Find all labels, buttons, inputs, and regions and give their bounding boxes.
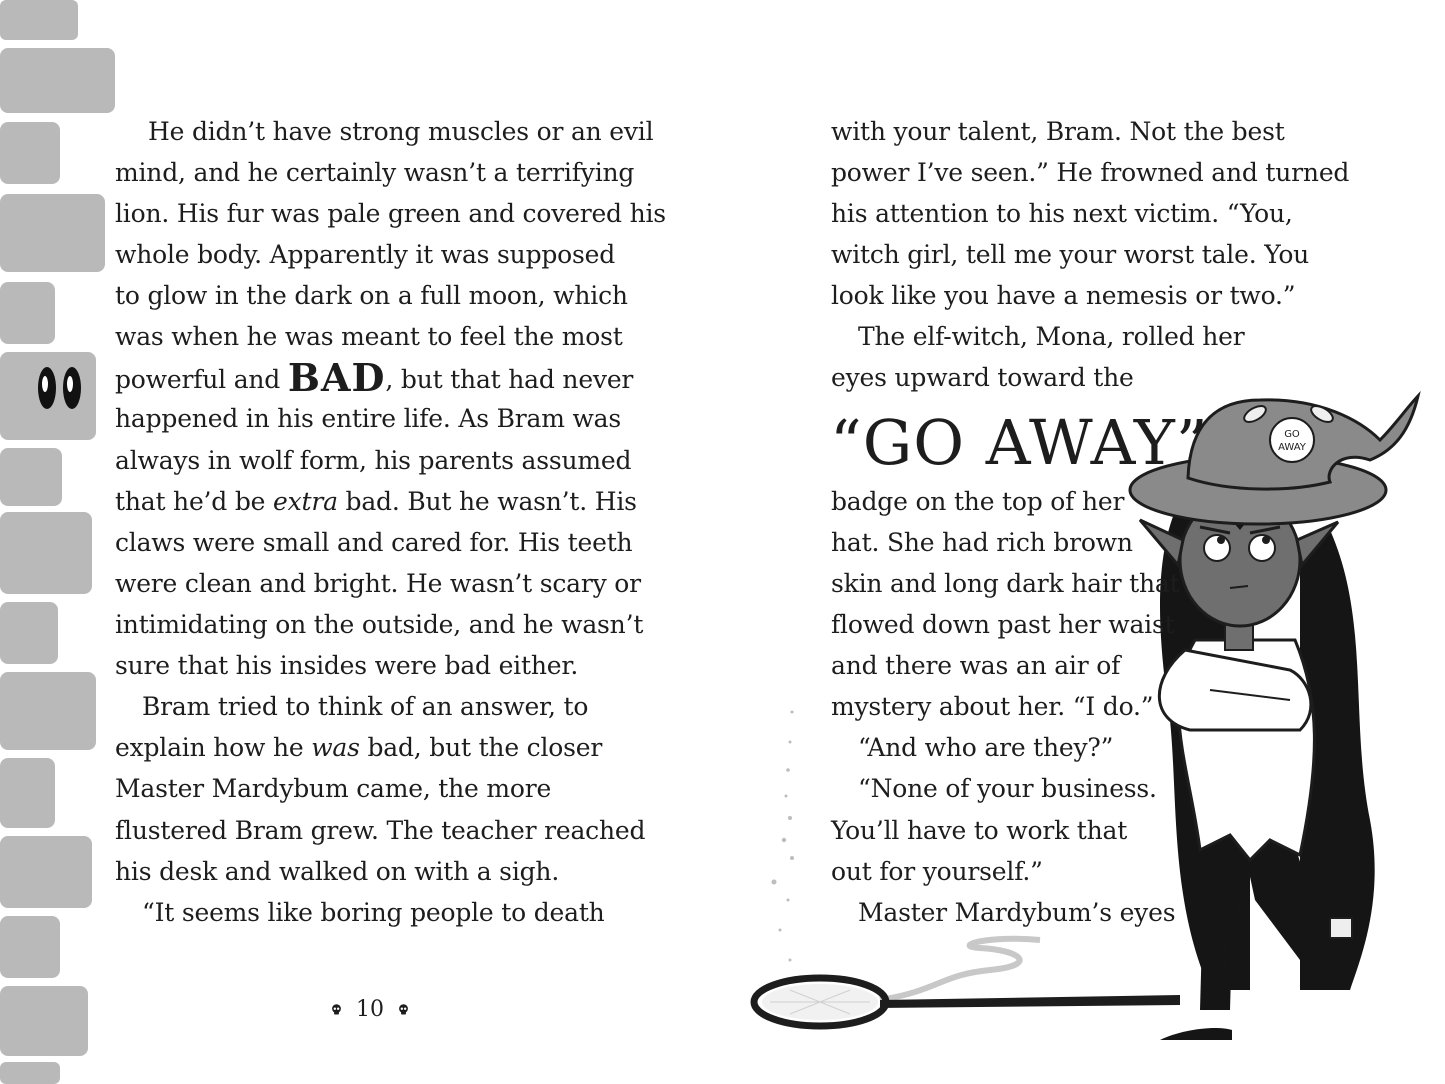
left-line-5: to glow in the dark on a full moon, which: [115, 281, 628, 310]
right-line-3: his attention to his next victim. “You,: [831, 199, 1293, 228]
left-line-3: lion. His fur was pale green and covered his: [115, 199, 666, 228]
bad-display-word: BAD: [287, 355, 386, 400]
right-line-11: flowed down past her waist: [831, 610, 1175, 639]
right-line-4: witch girl, tell me your worst tale. You: [831, 240, 1310, 269]
right-line-9: hat. She had rich brown: [831, 528, 1133, 557]
right-line-17: out for yourself.”: [831, 857, 1043, 886]
badge-text-go: GO: [1284, 429, 1300, 440]
left-line-16: [115, 727, 602, 768]
left-line-8: happened in his entire life. As Bram was: [115, 404, 621, 433]
right-line-2: power I’ve seen.” He frowned and turned: [831, 158, 1350, 187]
right-line-18: Master Mardybum’s eyes: [858, 898, 1176, 927]
left-line-10-head: that he’d be: [115, 487, 273, 516]
go-away-badge: [1270, 418, 1314, 462]
right-line-7: eyes upward toward the: [831, 363, 1134, 392]
skull-icon: [398, 1004, 409, 1015]
right-line-12: and there was an air of: [831, 651, 1121, 680]
left-line-6: was when he was meant to feel the most: [115, 322, 623, 351]
left-line-16-tail: bad, but the closer: [359, 733, 603, 762]
was-italic-word: was: [311, 733, 360, 762]
skull-icon: [331, 1004, 342, 1015]
left-line-20: “It seems like boring people to death: [142, 898, 605, 927]
left-line-10: [115, 481, 637, 522]
left-line-2: mind, and he certainly wasn’t a terrifying: [115, 158, 635, 187]
left-line-7: [115, 357, 633, 400]
sparkle-dots: [772, 711, 795, 962]
page-number-footer: [330, 994, 410, 1024]
left-line-10-tail: bad. But he wasn’t. His: [337, 487, 637, 516]
left-line-4: whole body. Apparently it was supposed: [115, 240, 616, 269]
right-line-1: with your talent, Bram. Not the best: [831, 117, 1285, 146]
left-line-19: his desk and walked on with a sigh.: [115, 857, 560, 886]
left-line-17: Master Mardybum came, the more: [115, 774, 552, 803]
right-line-15: “None of your business.: [858, 774, 1157, 803]
left-line-13: intimidating on the outside, and he wasn’t: [115, 610, 644, 639]
right-line-6: The elf-witch, Mona, rolled her: [858, 322, 1245, 351]
left-line-7-head: powerful and: [115, 365, 288, 394]
right-line-14: “And who are they?”: [858, 733, 1114, 762]
left-line-12: were clean and bright. He wasn’t scary or: [115, 569, 641, 598]
right-line-8: badge on the top of her: [831, 487, 1125, 516]
right-line-5: look like you have a nemesis or two.”: [831, 281, 1296, 310]
left-line-9: always in wolf form, his parents assumed: [115, 446, 632, 475]
brick-wall-decoration: [0, 0, 130, 1084]
extra-italic-word: extra: [272, 487, 338, 516]
left-line-11: claws were small and cared for. His teeth: [115, 528, 633, 557]
left-line-1: He didn’t have strong muscles or an evil: [148, 117, 654, 146]
left-line-16-head: explain how he: [115, 733, 312, 762]
left-line-7-tail: , but that had never: [385, 365, 634, 394]
page-number: 10: [356, 996, 384, 1022]
peeking-eyes-icon: [30, 362, 90, 414]
right-line-10: skin and long dark hair that: [831, 569, 1180, 598]
left-line-14: sure that his insides were bad either.: [115, 651, 579, 680]
left-line-18: flustered Bram grew. The teacher reached: [115, 816, 646, 845]
badge-text-away: AWAY: [1278, 442, 1306, 453]
right-line-13: mystery about her. “I do.”: [831, 692, 1154, 721]
left-line-15: Bram tried to think of an answer, to: [142, 692, 589, 721]
right-line-16: You’ll have to work that: [831, 816, 1128, 845]
go-away-display-text: “GO AWAY”: [830, 406, 1209, 479]
